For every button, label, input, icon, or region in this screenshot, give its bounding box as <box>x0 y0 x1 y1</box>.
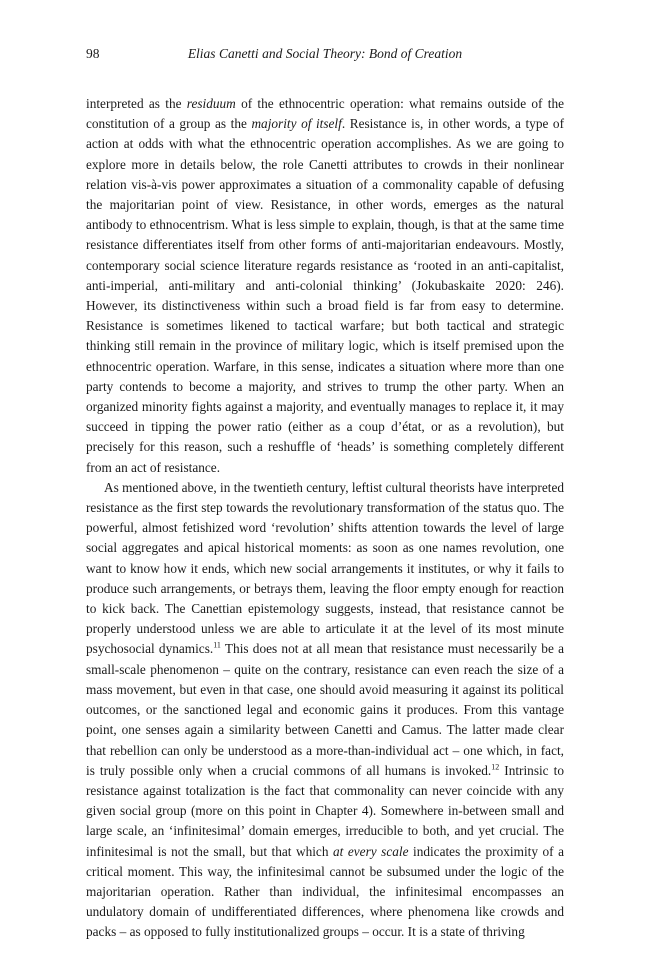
text-run: This does not at all mean that resistance must necessarily be a small-scale phenomenon – quite on the contrary, resistance can even reach the size of a mass movement, but even in that case, one should avoid measuring it against its political outcomes, or the sanctioned legal and economic gains it produces. From this vantage point, one senses again a similarity between Canetti and Camus. The latter made clear that rebellion can only be understood as a more-than-individual act – one which, in fact, is truly possible only when a crucial commons of all humans is invoked. <box>86 641 565 778</box>
body-text <box>86 94 564 943</box>
italic-text: at every scale <box>333 843 409 859</box>
text-run: . Resistance is, in other words, a type of action at odds with what the ethnocentric operation accomplishes. As we are going to explore more in details below, the role Canetti attributes to crowds in their nonlinear relation vis-à-vis power approximates a situation of a commonality capable of defusing the majoritarian point of view. Resistance, in other words, emerges as the natural antibody to ethnocentrism. What is less simple to explain, though, is that at the same time resistance differentiates itself from other forms of anti-majoritarian endeavours. Mostly, contemporary social science literature regards resistance as ‘rooted in an anti-capitalist, anti-imperial, anti-military and anti-colonial thinking’ (Jokubaskaite 2020: 246). However, its distinctiveness within such a broad field is far from easy to determine. Resistance is sometimes likened to tactical warfare; but both tactical and strategic thinking still remain in the province of military logic, which is itself premised upon the ethnocentric operation. Warfare, in this sense, indicates a situation where more than one party contends to become a majority, and strives to trump the other party. When an organized minority fights against a majority, and eventually manages to replace it, it may succeed in tipping the power ratio (either as a coup d’état, or as a revolution), but precisely for this reason, such a reshuffle of ‘heads’ is something completely different from an act of resistance. <box>86 116 565 475</box>
footnote-marker: 12 <box>491 762 500 772</box>
text-run: indicates the proximity of a critical moment. This way, the infinitesimal cannot be subsumed under the logic of the majoritarian operation. Rather than individual, the infinitesimal encompasses an undulatory domain of undifferentiated differences, where phenomena like crowds and packs – as opposed to fully institutionalized groups – occur. It is a state of thriving <box>86 843 564 940</box>
text-run: of the ethnocentric operation: what remains outside of the constitution of a group as the <box>86 96 564 132</box>
page-number: 98 <box>86 46 100 61</box>
italic-text: residuum <box>186 96 236 111</box>
text-run: Intrinsic to resistance against totalization is the fact that commonality can never coincide with any given social group (more on this point in Chapter 4). Somewhere in-between small and large scale, an ‘infinitesimal’ domain emerges, irreducible to both, and yet crucial. The infinitesimal is not the small, but that which <box>86 762 564 859</box>
running-head: Elias Canetti and Social Theory: Bond of Creation <box>187 46 463 61</box>
page-header <box>86 46 564 66</box>
paragraph <box>86 478 564 943</box>
italic-text: majority of itself <box>251 116 342 132</box>
text-run: As mentioned above, in the twentieth century, leftist cultural theorists have interpreted resistance as the first step towards the revolutionary transformation of the status quo. The powerful, almost fetishized word ‘revolution’ shifts attention towards the level of large social aggregates and apical historical moments: as soon as one names revolution, one want to know how it ends, which new social arrangements it institutes, or why it fails to produce such arrangements, or betrays them, leaving the floor empty enough for reaction to kick back. The Canettian epistemology suggests, instead, that resistance cannot be properly understood unless we are able to articulate it at the level of its most minute psychosocial dynamics. <box>86 479 564 657</box>
paragraph <box>86 94 564 478</box>
footnote-marker: 11 <box>213 641 221 651</box>
text-run: interpreted as the <box>86 96 187 111</box>
